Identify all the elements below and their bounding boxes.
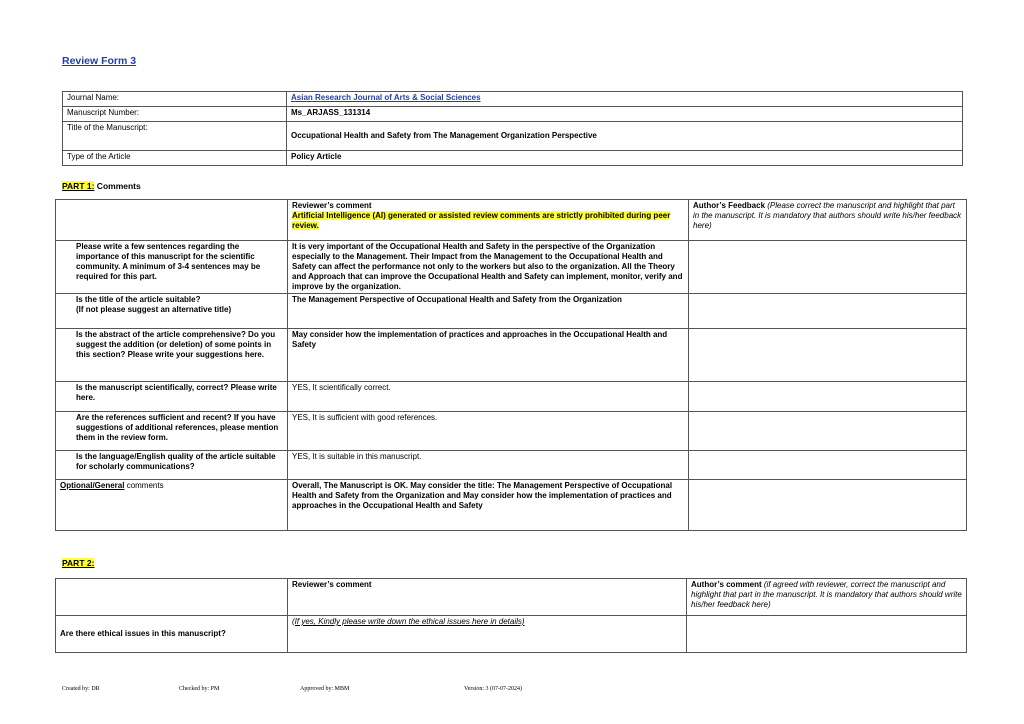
part1-heading-label: PART 1:: [62, 181, 95, 191]
ethics-row: [56, 616, 967, 653]
manuscript-number-label: Manuscript Number:: [63, 107, 287, 122]
question-title: Is the title of the article suitable? (If not please suggest an alternative title): [56, 294, 288, 329]
answer-references: YES, It is sufficient with good references.: [288, 412, 689, 451]
part1-header-row: [56, 200, 967, 241]
author-feedback-abstract[interactable]: [689, 329, 967, 382]
part2-author-header: [687, 579, 967, 616]
author-feedback-references[interactable]: [689, 412, 967, 451]
form-title: Review Form 3: [62, 55, 137, 67]
article-type-value: Policy Article: [287, 151, 963, 166]
answer-importance: It is very important of the Occupational Health and Safety in the perspective of the Organization especially to the Management. Their Impact from the Management to the Occupational Health and Safety can affect the performance not only to the workers but also to the organization. All the Theory and Approach that can improve the Occupational Health and Safety can implement, monitor, verify and improve by the organization.: [288, 241, 689, 294]
question-row-title: [56, 294, 967, 329]
ethics-question: Are there ethical issues in this manuscript?: [56, 616, 288, 653]
author-feedback-language[interactable]: [689, 451, 967, 480]
journal-label: Journal Name:: [63, 92, 287, 107]
ethics-answer: (If yes, Kindly please write down the ethical issues here in details): [288, 616, 687, 653]
author-feedback-title[interactable]: [689, 294, 967, 329]
optional-comments-suffix: comments: [124, 481, 164, 490]
part1-reviewer-header: [288, 200, 689, 241]
part1-heading-rest: Comments: [94, 181, 141, 191]
footer-version: Version: 3 (07-07-2024): [464, 686, 522, 692]
article-type-label: Type of the Article: [63, 151, 287, 166]
answer-correctness: YES, It scientifically correct.: [288, 382, 689, 412]
author-feedback-optional[interactable]: [689, 480, 967, 531]
optional-general-label: Optional/General: [60, 481, 125, 490]
answer-abstract: May consider how the implementation of practices and approaches in the Occupational Health and Safety: [288, 329, 689, 382]
answer-title: The Management Perspective of Occupational Health and Safety from the Organization: [288, 294, 689, 329]
optional-comments-row: [56, 480, 967, 531]
part1-comments-table: [55, 199, 967, 531]
manuscript-info-table: [62, 91, 963, 166]
question-language: Is the language/English quality of the article suitable for scholarly communications?: [56, 451, 288, 480]
footer-approved-by: Approved by: MBM: [300, 686, 350, 692]
footer-checked-by: Checked by: PM: [179, 686, 220, 692]
question-correctness: Is the manuscript scientifically, correct? Please write here.: [56, 382, 288, 412]
optional-comments-answer: Overall, The Manuscript is OK. May consider the title: The Management Perspective of Occupational Health and Safety from the Organization and May consider how the implementation of practices and approaches in the Occupational Health and Safety: [288, 480, 689, 531]
question-row-importance: [56, 241, 967, 294]
question-abstract: Is the abstract of the article comprehensive? Do you suggest the addition (or deletion) of some points in this section? Please write your suggestions here.: [56, 329, 288, 382]
manuscript-title-value: Occupational Health and Safety from The Management Organization Perspective: [287, 122, 963, 151]
author-feedback-header: Author’s Feedback: [693, 201, 766, 210]
author-comment-instructions: (if agreed with reviewer, correct the manuscript and highlight that part in the manuscript. It is mandatory that authors should write his/her feedback here): [691, 580, 962, 609]
question-row-references: [56, 412, 967, 451]
optional-comments-label-cell: [56, 480, 288, 531]
reviewer-comment-header: Reviewer’s comment: [292, 201, 372, 210]
author-feedback-correctness[interactable]: [689, 382, 967, 412]
question-importance: Please write a few sentences regarding the importance of this manuscript for the scientific community. A minimum of 3-4 sentences may be required for this part.: [56, 241, 288, 294]
journal-value[interactable]: Asian Research Journal of Arts & Social Sciences: [287, 92, 963, 107]
part2-heading: [62, 558, 94, 568]
question-row-correctness: [56, 382, 967, 412]
info-row-journal: [63, 92, 963, 107]
part2-heading-label: PART 2:: [62, 558, 95, 568]
question-row-abstract: [56, 329, 967, 382]
manuscript-number-value: Ms_ARJASS_131314: [287, 107, 963, 122]
author-feedback-importance[interactable]: [689, 241, 967, 294]
ai-prohibition-notice: Artificial Intelligence (AI) generated or assisted review comments are strictly prohibited during peer review.: [292, 211, 671, 230]
part2-reviewer-header: Reviewer’s comment: [288, 579, 687, 616]
part2-ethics-table: [55, 578, 967, 653]
part1-author-header: [689, 200, 967, 241]
question-references: Are the references sufficient and recent? If you have suggestions of additional references, please mention them in the review form.: [56, 412, 288, 451]
manuscript-title-label: Title of the Manuscript:: [63, 122, 287, 151]
author-feedback-instructions: (Please correct the manuscript and highlight that part in the manuscript. It is mandatory that authors should write his/her feedback here): [693, 201, 962, 230]
answer-language: YES, It is suitable in this manuscript.: [288, 451, 689, 480]
ethics-author-comment[interactable]: [687, 616, 967, 653]
part2-header-row: [56, 579, 967, 616]
info-row-type: [63, 151, 963, 166]
info-row-number: [63, 107, 963, 122]
footer-created-by: Created by: DR: [62, 686, 100, 692]
part1-header-blank: [56, 200, 288, 241]
part1-heading: [62, 181, 141, 191]
part2-header-blank: [56, 579, 288, 616]
author-comment-header: Author’s comment: [691, 580, 762, 589]
info-row-title: [63, 122, 963, 151]
question-row-language: [56, 451, 967, 480]
